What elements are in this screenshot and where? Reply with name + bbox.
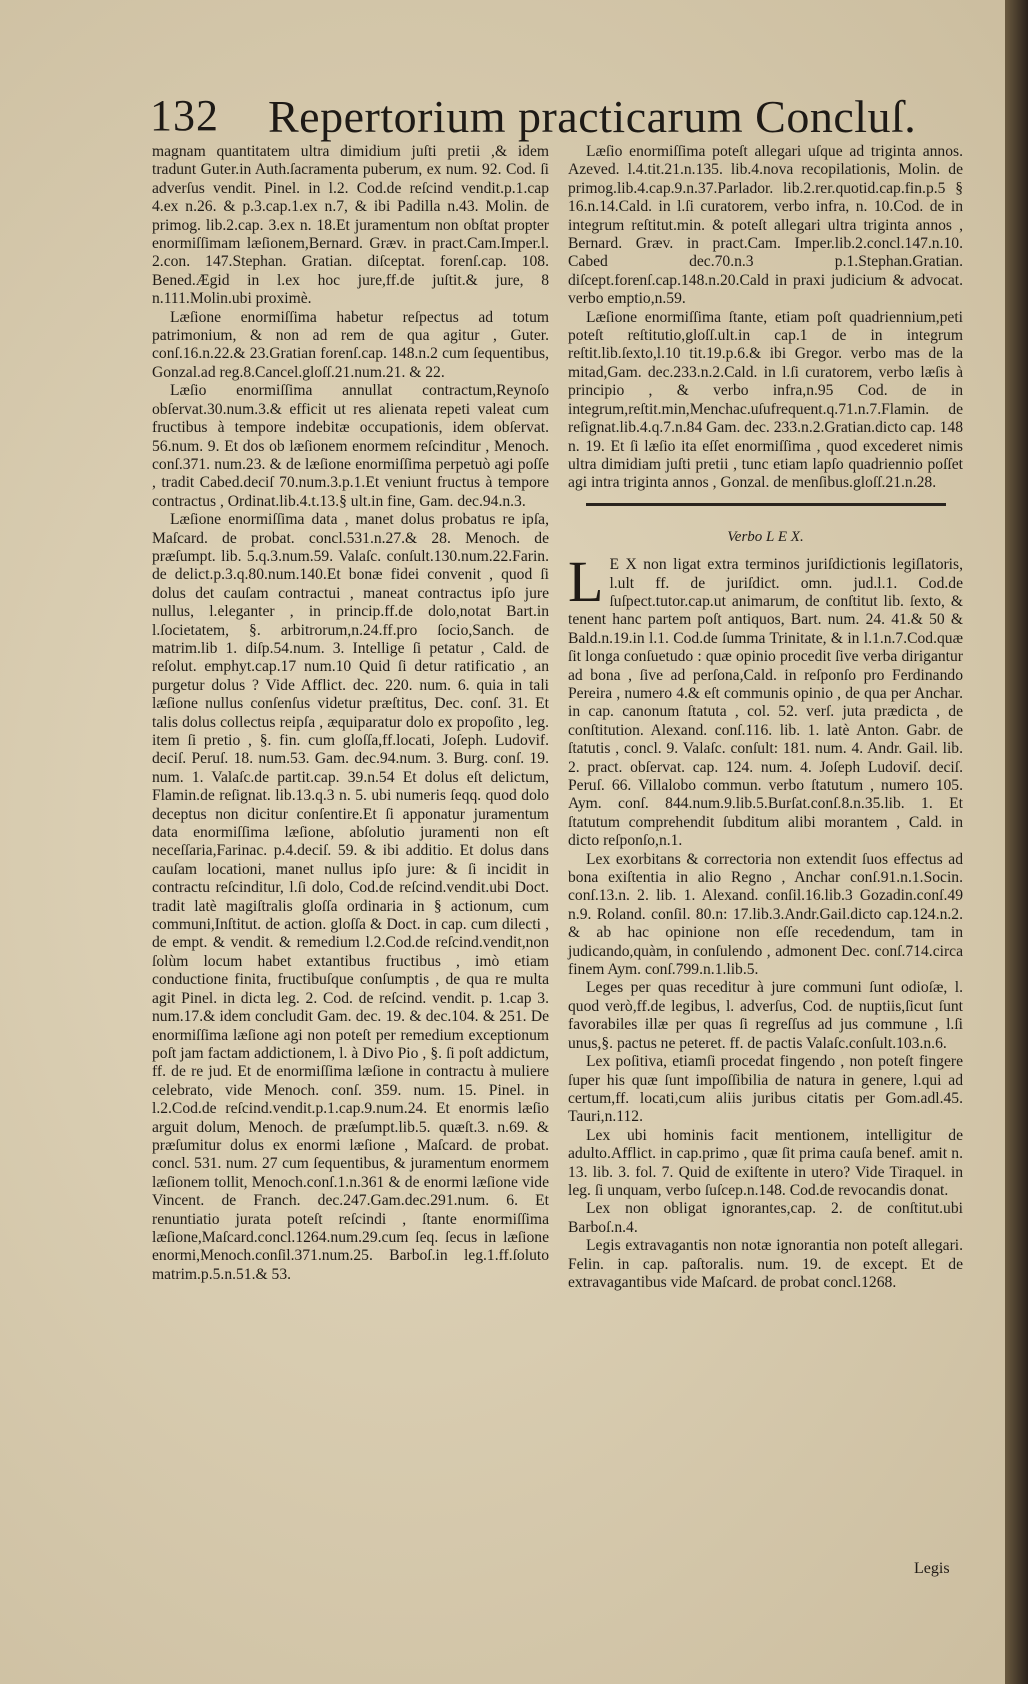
binding-shadow xyxy=(1005,0,1028,1684)
drop-cap: L xyxy=(568,549,604,615)
lex-paragraph-1-text: E X non ligat extra terminos juriſdictionis legiſlatoris, l.ult ff. de juriſdict. omn. jud.l.1. Cod.de ſuſpect.tutor.cap.ut animarum, de conſtitut lib. ſexto, & tenent hanc partem poſt antiquos, Bart. num. 24. 41.& 50 & Bald.n.19.in l.1. Cod.de ſumma Trinitate, & in l.1.n.7.Cod.quæ ſit longa conſuetudo : quæ opinio procedit ſive verba dirigantur ad bona , ſive ad perſona,Cald. in reſponſo pro Ferdinando Pereira , numero 4.& eſt communis opinio , de qua per Anchar. in cap. canonum ſtatuta , col. 52. verſ. juta prædicta , de conſtitution. Alexand. conſ.116. lib. 1. latè Anton. Gabr. de ſtatutis , concl. 9. Valaſc. conſult: 181. num. 4. Andr. Gail. lib. 2. pract. obſervat. cap. 124. num. 4. Joſeph Ludoviſ. deciſ. Peruſ. 66. Villalobo commun. verbo ſtatutum , numero 105. Aym. conſ. 844.num.9.lib.5.Burſat.conſ.8.n.35.lib. 1. Et ſtatutum comprehendit ſubditum alibi morantem , Cald. in dicto reſponſo,n.1. xyxy=(568,556,963,850)
lex-paragraph-3: Leges per quas receditur à jure communi ſunt odioſæ, l. quod verò,ff.de legibus, l. adverſus, Cod. de nuptiis,ſicut ſunt favorabiles illæ per quas ſi regreſſus ad jus commune , l.ſi unus,§. pactus ne peteret. ff. de pactis Valaſc.conſult.103.n.6. xyxy=(568,979,963,1052)
left-column xyxy=(152,143,549,1284)
left-paragraph-1: magnam quantitatem ultra dimidium juſti pretii ,& idem tradunt Guter.in Auth.ſacramenta puberum, ex num. 92. Cod. ſi adverſus vendit. Pinel. in l.2. Cod.de reſcind vendit.p.1.cap 4.ex n.26. & p.3.cap.1.ex n.7, & ibi Padilla n.43. Molin. de primog. lib.2.cap. 3.ex n. 18.Et juramentum non obſtat propter enormiſſimam læſionem,Bernard. Græv. in pract.Cam.Imper.l. 2.con. 147.Stephan. Gratian. diſceptat. forenſ.cap. 108. Bened.Ægid in l.ex hoc jure,ff.de juſtit.& jure, 8 n.111.Molin.ubi proximè. xyxy=(152,143,549,308)
left-paragraph-2: Læſione enormiſſima habetur reſpectus ad totum patrimonium, & non ad rem de qua agitur , Guter. conſ.16.n.22.& 23.Gratian forenſ.cap. 148.n.2 cum ſequentibus, Gonzal.ad reg.8.Cancel.gloſſ.21.num.21. & 22. xyxy=(152,308,549,381)
page-header xyxy=(150,90,950,150)
section-heading: Verbo L E X. xyxy=(727,528,804,545)
running-title: Repertorium practicarum Concluſ. xyxy=(268,91,917,142)
lex-paragraph-7: Legis extravagantis non notæ ignorantia non poteſt allegari. Felin. in cap. paſtoralis. num. 19. de except. Et de extravagantibus vide Maſcard. de probat concl.1268. xyxy=(568,1237,963,1291)
lex-paragraph-1 xyxy=(568,549,963,851)
left-paragraph-4: Læſione enormiſſima data , manet dolus probatus re ipſa, Maſcard. de probat. concl.531.n.27.& 28. Menoch. de præſumpt. lib. 5.q.3.num.59. Valaſc. conſult.130.num.22.Farin. de delict.p.3.q.80.num.140.Et bonæ fidei convenit , quod ſi dolus det cauſam contractui , maneat contractus ipſo jure nullus, l.eleganter , in princip.ff.de dolo,notat Bart.in l.ſocietatem, §. arbitrorum,n.24.ff.pro ſocio,Sanch. de matrim.lib 1. diſp.54.num. 3. Intellige ſi petatur , Cald. de reſolut. emphyt.cap.17 num.10 Quid ſi detur ratificatio , an purgetur dolus ? Vide Afflict. dec. 220. num. 6. quia in tali læſione nullus conſenſus videtur præſtitus, Dec. conſ. 31. Et talis dolus collectus reipſa , æquiparatur dolo ex propoſito , leg. item ſi pretio , §. fin. cum gloſſa,ff.locati, Joſeph. Ludovif. deciſ. Peruſ. 18. num.53. Gam. dec.94.num. 3. Burg. conſ. 19. num. 1. Valaſc.de partit.cap. 39.n.54 Et dolus eſt delictum, Flamin.de reſignat. lib.13.q.3 n. 5. ubi numeris ſeqq. quod dolo deceptus non dicitur conſentire.Et ſi apponatur juramentum data enormiſſima læſione, abſolutio juramenti non eſt neceſſaria,Farinac. p.4.deciſ. 59. & ibi additio. Et dolus dans cauſam locationi, manet nullus ipſo jure: & ſi incidit in contractu reſcinditur, l.ſi dolo, Cod.de reſcind.vendit.ubi Doct. tradit latè magiſtralis gloſſa ordinaria in § actionum, cum communi,Inſtitut. de action. gloſſa & Doct. in cap. cum dilecti , de empt. & vendit. & remedium l.2.Cod.de reſcind.vendit,non ſolùm locum habet extantibus fructibus , imò etiam conductione finita, fructibuſque conſumptis , de qua re multa agit Pinel. in dicta leg. 2. Cod. de reſcind. vendit. p. 1.cap 3. num.17.& idem concludit Gam. dec. 19. & dec.104. & 251. De enormiſſima læſione agi non poteſt per remedium exceptionum poſt jam factam addictionem, l. à Divo Pio , §. ſi poſt addictum, ff. de re jud. Et de enormiſſima læſione in contractu à muliere celebrato, vide Menoch. conſ. 359. num. 15. Pinel. in l.2.Cod.de reſcind.vendit.p.1.cap.9.num.24. Et enormis læſio arguit dolum, Menoch. de præſumpt.lib.5. quæſt.3. n.69. & præſumitur dolus ex enormi læſione , Maſcard. de probat. concl. 531. num. 27 cum ſequentibus, & juramentum enormem læſionem tollit, Menoch.conſ.1.n.361 & de enormi læſione vide Vincent. de Franch. dec.247.Gam.dec.291.num. 6. Et renuntiatio jurata poteſt reſcindi , ſtante enormiſſima læſione,Maſcard.concl.1264.num.29.cum ſeq. ſecus in læſione enormi,Menoch.conſil.371.num.25. Barboſ.in leg.1.ff.ſoluto matrim.p.5.n.51.& 53. xyxy=(152,511,549,1283)
right-column xyxy=(568,143,963,1292)
lex-paragraph-2: Lex exorbitans & correctoria non extendit ſuos effectus ad bona exiſtentia in alio Regno , Anchar conſ.91.n.1.Socin. conſ.13.n. 2. lib. 1. Alexand. conſil.16.lib.3 Gozadin.conſ.49 n.9. Roland. conſil. 80.n: 17.lib.3.Andr.Gail.dicto cap.124.n.2. & ab hac opinione non eſſe recedendum, tam in judicando,quàm, in conſulendo , admonent Dec. conſ.714.circa finem Aym. conſ.799.n.1.lib.5. xyxy=(568,850,963,979)
left-paragraph-3: Læſio enormiſſima annullat contractum,Reynoſo obſervat.30.num.3.& efficit ut res alienata repeti valeat cum fructibus à tempore indebitæ occupationis, idem obſervat. 56.num. 9. Et dos ob læſionem enormem reſcinditur , Menoch. conſ.371. num.23. & de læſione enormiſſima perpetuò agi poſſe , tradit Cabed.deciſ 70.num.3.p.1.Et veniunt fructus à tempore contractus , Ordinat.lib.4.t.13.§ ult.in fine, Gam. dec.94.n.3. xyxy=(152,382,549,510)
lex-paragraph-5: Lex ubi hominis facit mentionem, intelligitur de adulto.Afflict. in cap.primo , quæ ſit prima cauſa benef. amit n. 13. lib. 3. fol. 7. Quid de exiſtente in utero? Vide Tiraquel. in leg. ſi unquam, verbo ſuſcep.n.148. Cod.de revocandis donat. xyxy=(568,1126,963,1199)
section-rule xyxy=(586,503,946,506)
lex-paragraph-6: Lex non obligat ignorantes,cap. 2. de conſtitut.ubi Barboſ.n.4. xyxy=(568,1200,963,1236)
lex-paragraph-4: Lex poſitiva, etiamſi procedat fingendo , non poteſt fingere ſuper his quæ ſunt impoſſibilia de natura in genere, l.qui ad certum,ff. locati,cum aliis juribus citatis per Gom.adl.45. Tauri,n.112. xyxy=(568,1053,963,1126)
page-number: 132 xyxy=(150,91,219,140)
catchword: Legis xyxy=(914,1560,950,1577)
right-paragraph-1: Læſio enormiſſima poteſt allegari uſque ad triginta annos. Azeved. l.4.tit.21.n.135. lib.4.nova recopilationis, Molin. de primog.lib.4.cap.9.n.37.Parlador. lib.2.rer.quotid.cap.fin.p.5 § 16.n.14.Cald. in l.ſi curatorem, verbo infra, n. 10.Cod. de in integrum reſtitut.min. & poteſt allegari ultra triginta annos , Bernard. Græv. in pract.Cam. Imper.lib.2.concl.147.n.10. Cabed dec.70.n.3 p.1.Stephan.Gratian. diſcept.forenſ.cap.148.n.20.Cald in praxi judicium & advocat. verbo emptio,n.59. xyxy=(568,143,963,308)
right-paragraph-2: Læſione enormiſſima ſtante, etiam poſt quadriennium,peti poteſt reſtitutio,gloſſ.ult.in cap.1 de in integrum reſtit.lib.ſexto,l.10 tit.19.p.6.& ibi Gregor. verbo mas de la mitad,Gam. dec.233.n.2.Cald. in l.ſi curatorem, verbo læſis à principio , & verbo infra,n.95 Cod. de in integrum,reſtit.min,Menchac.uſufrequent.q.71.n.7.Flamin. de reſignat.lib.4.q.7.n.84 Gam. dec. 233.n.2.Gratian.dicto cap. 148 n. 19. Et ſi læſio ita eſſet enormiſſima , quod excederet nimis ultra dimidiam juſti pretii , tunc etiam lapſo quadriennio poſſet agi intra triginta annos , Gonzal. de menſibus.gloſſ.21.n.28. xyxy=(568,308,963,492)
